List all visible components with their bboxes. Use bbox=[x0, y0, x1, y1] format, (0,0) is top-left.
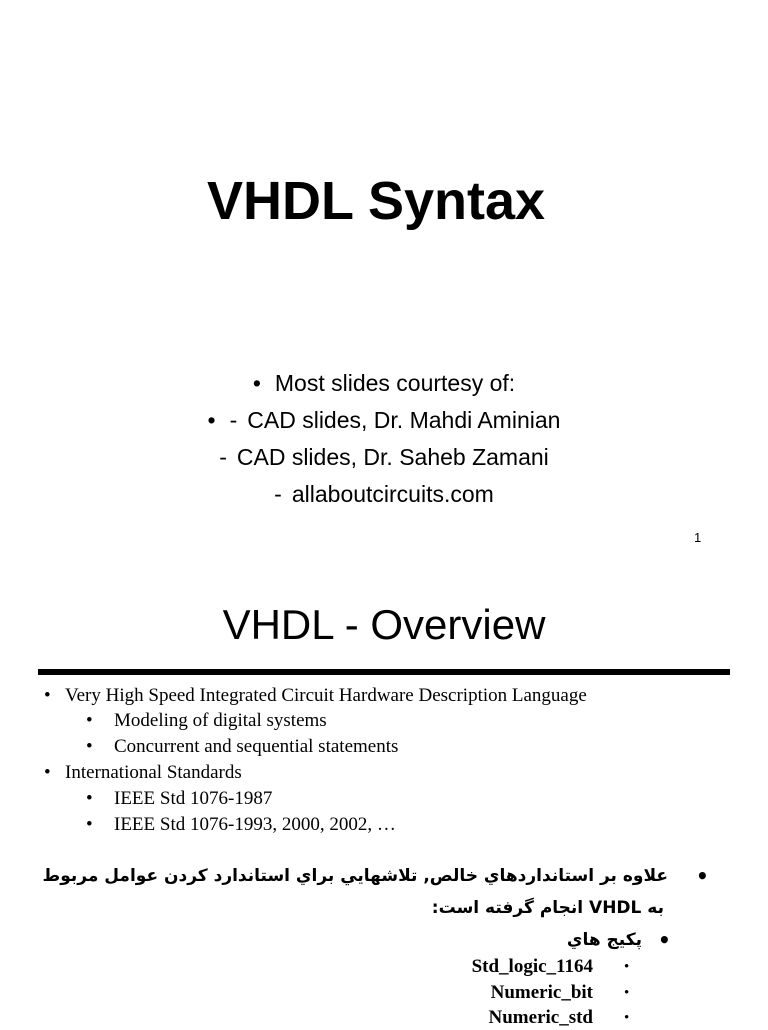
title-divider bbox=[38, 669, 730, 675]
list-item bbox=[44, 761, 242, 785]
bullet: • bbox=[86, 814, 93, 835]
list-item-text: Modeling of digital systems bbox=[114, 710, 327, 731]
list-item-text: Concurrent and sequential statements bbox=[114, 736, 399, 757]
bullet: • bbox=[252, 370, 261, 396]
list-item-text: International Standards bbox=[65, 762, 242, 783]
package-name: Std_logic_1164 bbox=[471, 956, 593, 977]
persian-sub-heading: پكيج هاي bbox=[566, 930, 642, 950]
bullet: • bbox=[696, 864, 709, 888]
bullet: • bbox=[658, 928, 671, 952]
persian-line-1: علاوه بر استانداردهاي خالص, تلاشهايي براي استاندارد كردن عوامل مربوط bbox=[42, 866, 668, 886]
list-item bbox=[86, 735, 398, 759]
package-name: Numeric_std bbox=[488, 1007, 593, 1028]
dash: - bbox=[219, 444, 227, 470]
bullet: • bbox=[86, 736, 93, 757]
credit-text-1: Most slides courtesy of: bbox=[274, 370, 516, 396]
bullet: • bbox=[624, 1010, 630, 1026]
bullet: • bbox=[86, 710, 93, 731]
list-item bbox=[44, 684, 587, 708]
credit-text-2: CAD slides, Dr. Mahdi Aminian bbox=[247, 407, 561, 433]
list-item-text: IEEE Std 1076-1987 bbox=[114, 788, 273, 809]
dash: - bbox=[274, 481, 282, 507]
credit-line-2 bbox=[0, 405, 768, 435]
bullet: • bbox=[624, 959, 630, 975]
slide1-title: VHDL Syntax bbox=[206, 171, 546, 231]
list-item bbox=[86, 813, 396, 837]
package-name: Numeric_bit bbox=[490, 982, 593, 1003]
bullet: • bbox=[86, 788, 93, 809]
list-item-text: IEEE Std 1076-1993, 2000, 2002, … bbox=[114, 814, 396, 835]
bullet: • bbox=[624, 985, 630, 1001]
list-item-text: Very High Speed Integrated Circuit Hardware Description Language bbox=[65, 685, 587, 706]
credit-line-3 bbox=[0, 442, 768, 472]
dash: - bbox=[229, 407, 238, 433]
bullet: • bbox=[44, 762, 51, 783]
bullet: • bbox=[44, 685, 51, 706]
credit-line-1 bbox=[0, 368, 768, 398]
credit-line-4 bbox=[0, 479, 768, 509]
bullet: • bbox=[207, 407, 216, 433]
list-item bbox=[86, 787, 272, 811]
persian-line-2: به VHDL انجام گرفته است: bbox=[431, 898, 664, 918]
slide2-title: VHDL - Overview bbox=[222, 601, 546, 648]
credit-text-3: CAD slides, Dr. Saheb Zamani bbox=[236, 444, 549, 470]
credit-text-4: allaboutcircuits.com bbox=[291, 481, 494, 507]
page-number: 1 bbox=[694, 530, 702, 545]
list-item bbox=[86, 709, 327, 733]
